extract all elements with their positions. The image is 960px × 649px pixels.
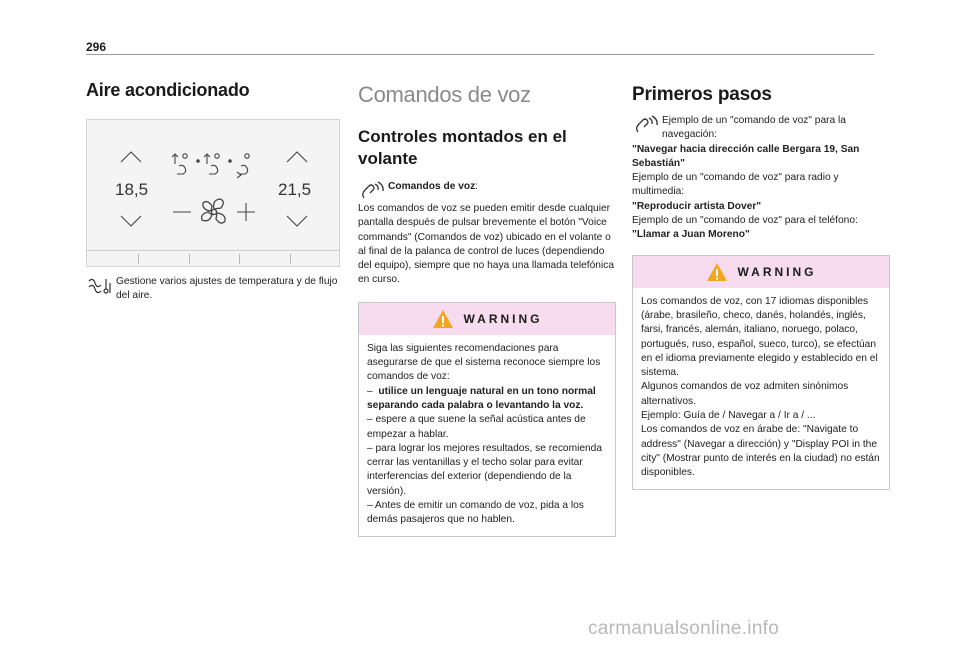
warning-item-1-dash: – (367, 385, 373, 397)
warning-box-recommendations (358, 302, 616, 537)
temperature-right[interactable]: 21,5 (278, 180, 312, 199)
warning-body (359, 335, 615, 536)
example-phone-command: "Llamar a Juan Moreno" (632, 229, 750, 241)
example-nav-row (632, 114, 890, 143)
panel-segment-4 (290, 254, 291, 264)
warning-arabic-text: Los comandos de voz en árabe de: "Navigate to address" (Navegar a dirección) y "Display POI in the city" (Mostrar punto de interés en la ciudad) no están disponibles. (641, 424, 880, 479)
panel-segment-2 (189, 254, 190, 264)
page-number: 296 (86, 40, 107, 54)
warning-body (633, 288, 889, 489)
examples-block (632, 143, 890, 243)
voice-command-row (358, 180, 616, 202)
chevron-down-icon-left (121, 216, 141, 226)
section-title-first-steps: Primeros pasos (632, 84, 772, 105)
subtitle-steering-controls: Controles montados en el volante (358, 127, 567, 168)
voice-command-button-icon (632, 114, 662, 136)
fan-increase-icon (237, 203, 255, 221)
warning-header (359, 303, 615, 335)
column-voice-commands (358, 80, 616, 537)
warning-title: WARNING (737, 264, 817, 279)
warning-item-1-bold: utilice un lenguaje natural en un tono normal separando cada palabra o levantando la voz. (367, 385, 596, 411)
section-title-voice-commands: Comandos de voz (358, 82, 531, 107)
example-nav-intro: Ejemplo de un "comando de voz" para la navegación: (662, 115, 846, 141)
temperature-left[interactable]: 18,5 (115, 180, 149, 199)
warning-triangle-icon (432, 309, 454, 329)
voice-command-label (388, 180, 478, 194)
chevron-up-icon-right (287, 152, 307, 162)
separator-dot-2 (229, 160, 231, 162)
airflow-face-feet-icon (204, 154, 219, 174)
warning-intro: Siga las siguientes recomendaciones para asegurarse de que el sistema reconoce siempre los comandos de voz: (367, 342, 601, 383)
top-rule (86, 54, 874, 55)
voice-command-label-bold: Comandos de voz (388, 181, 476, 192)
watermark: carmanualsonline.info (588, 618, 780, 639)
example-media-intro: Ejemplo de un "comando de voz" para radio y multimedia: (632, 172, 839, 198)
panel-bottom-divider (87, 250, 339, 251)
warning-example-text: Ejemplo: Guía de / Navegar a / Ir a / ... (641, 410, 816, 422)
fan-icon (202, 199, 226, 223)
warning-header (633, 256, 889, 288)
climate-note-text: Gestione varios ajustes de temperatura y de flujo del aire. (116, 276, 338, 302)
warning-item-3: – para lograr los mejores resultados, se recomienda cerrar las ventanillas y el techo solar para evitar interferencias del exterior (dependiendo de la versión). (367, 442, 602, 497)
column-air-conditioning (86, 80, 340, 304)
climate-settings-icon (86, 275, 116, 295)
voice-command-button-icon (358, 180, 388, 202)
voice-command-label-colon: : (475, 181, 479, 192)
airflow-face-icon (172, 154, 187, 174)
chevron-up-icon-left (121, 152, 141, 162)
example-media-command: "Reproducir artista Dover" (632, 200, 762, 212)
warning-triangle-icon (706, 262, 728, 282)
airflow-feet-icon (237, 154, 249, 178)
column-first-steps (632, 80, 890, 490)
warning-title: WARNING (463, 311, 543, 326)
example-nav-command: "Navegar hacia dirección calle Bergara 19, San Sebastián" (632, 143, 860, 169)
warning-item-4: – Antes de emitir un comando de voz, pida a los demás pasajeros que no hablen. (367, 500, 584, 526)
warning-box-languages (632, 255, 890, 490)
climate-note-row (86, 275, 340, 304)
section-title-air-conditioning: Aire acondicionado (86, 80, 250, 100)
example-phone-intro: Ejemplo de un "comando de voz" para el teléfono: (632, 215, 858, 227)
warning-synonyms-text: Algunos comandos de voz admiten sinónimos alternativos. (641, 381, 849, 407)
separator-dot-1 (197, 160, 199, 162)
voice-command-description: Los comandos de voz se pueden emitir desde cualquier pantalla después de pulsar brevemente el botón "Voice commands" (Comandos de voz) ubicado en el volante o al final de la palanca de control de luces (dependiendo del equipo), siempre que no haya una llamada telefónica en curso. (358, 203, 614, 286)
panel-segment-3 (239, 254, 240, 264)
panel-segment-1 (138, 254, 139, 264)
warning-item-2: – espere a que suene la señal acústica antes de empezar a hablar. (367, 414, 586, 440)
warning-item-1 (367, 385, 607, 414)
warning-languages-text: Los comandos de voz, con 17 idiomas disponibles (árabe, brasileño, checo, danés, holandés, inglés, farsi, francés, alemán, italiano, noruego, polaco, portugués, ruso, español, sueco, turco), se efectúan en el idioma previamente elegido y establecido en el sistema. (641, 295, 878, 379)
chevron-down-icon-right (287, 216, 307, 226)
climate-control-panel (86, 119, 340, 267)
